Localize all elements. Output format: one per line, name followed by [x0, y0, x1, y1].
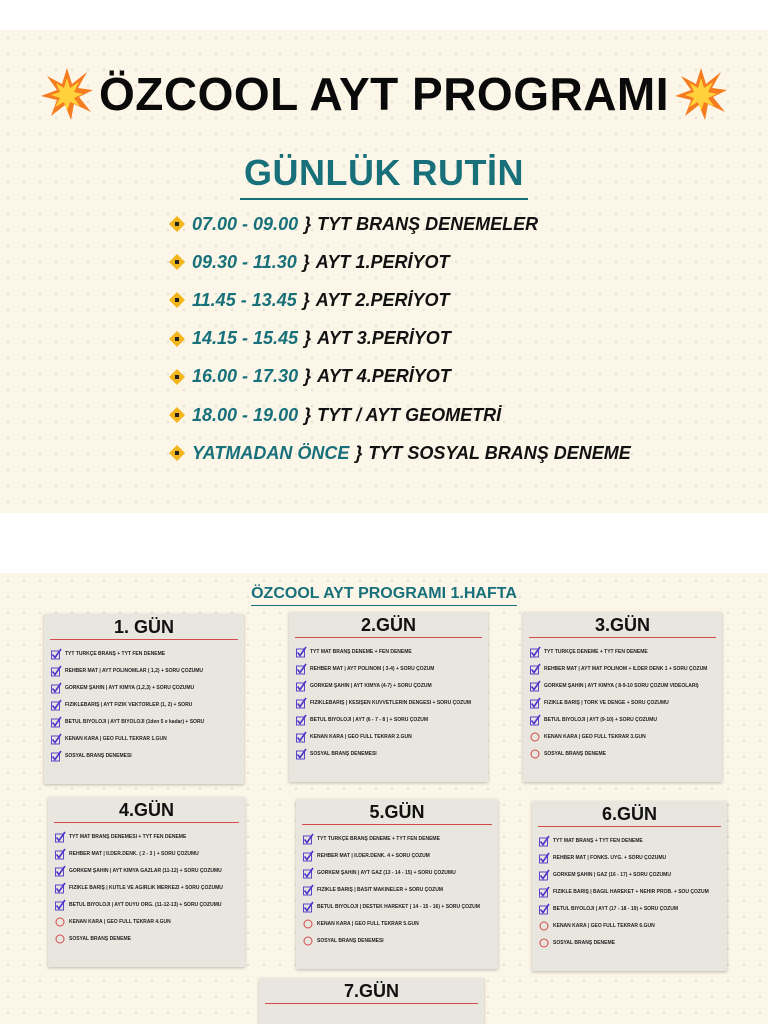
checkbox-checked-icon: [302, 901, 314, 913]
routine-time: YATMADAN ÖNCE: [192, 442, 350, 463]
task-item: [54, 896, 241, 913]
task-text: TYT MAT BRANŞ DENEMESİ + TYT FEN DENEME: [69, 833, 187, 840]
task-text: KENAN KARA | GEO FULL TEKRAR 4.GÜN: [69, 918, 171, 925]
day-card-7: [259, 978, 484, 1024]
task-item: [538, 849, 723, 866]
task-item: [54, 913, 241, 930]
routine-brace: }: [304, 404, 312, 425]
task-item: [295, 677, 484, 694]
checkbox-checked-icon: [295, 748, 307, 760]
routine-item: [168, 243, 631, 281]
task-item: [529, 677, 718, 694]
task-item: [54, 845, 241, 862]
task-text: REHBER MAT | AYT POLİNOM ( 3-4) + SORU ÇÖZÜM: [310, 665, 435, 672]
diamond-bullet-icon: [168, 406, 186, 424]
task-item: [538, 934, 723, 951]
task-list: [532, 827, 727, 955]
checkbox-checked-icon: [50, 682, 62, 694]
task-text: SOSYAL BRANŞ DENEMESİ: [65, 752, 132, 759]
task-item: [529, 694, 718, 711]
task-item: [50, 679, 240, 696]
task-item: [302, 830, 494, 847]
routine-brace: }: [302, 251, 310, 272]
day-title: 2.GÜN: [295, 612, 482, 638]
task-text: SOSYAL BRANŞ DENEMESİ: [317, 937, 384, 944]
task-item: [529, 711, 718, 728]
task-list: [289, 638, 488, 766]
task-text: SOSYAL BRANŞ DENEME: [553, 939, 615, 946]
routine-item: [168, 358, 631, 396]
routine-activity: AYT 4.PERİYOT: [317, 366, 451, 387]
task-text: REHBER MAT | FONKS. UYG. + SORU ÇÖZÜMÜ: [553, 854, 667, 861]
task-item: [529, 745, 718, 762]
routine-time: 09.30 - 11.30: [192, 251, 297, 272]
explosion-icon: [39, 66, 95, 122]
task-text: FİZİKLE BARIŞ | KÜTLE VE AĞIRLIK MERKEZİ + SORU ÇÖZÜMÜ: [69, 884, 223, 891]
routine-time: 07.00 - 09.00: [192, 213, 299, 234]
routine-time: 11.45 - 13.45: [192, 289, 297, 310]
task-text: REHBER MAT | II.DER.DENK. 4 + SORU ÇÖZÜM: [317, 852, 430, 859]
week-title: [0, 585, 768, 606]
task-text: KENAN KARA | GEO FULL TEKRAR 2.GÜN: [310, 733, 412, 740]
day-card-2: [289, 612, 488, 782]
task-item: [302, 932, 494, 949]
weekly-program-panel: [0, 573, 768, 1024]
task-item: [302, 847, 494, 864]
routine-item: [168, 396, 631, 434]
diamond-bullet-icon: [168, 215, 186, 233]
circle-empty-icon: [538, 937, 550, 949]
circle-empty-icon: [529, 748, 541, 760]
task-list: [523, 638, 722, 766]
checkbox-checked-icon: [54, 831, 66, 843]
routine-activity: AYT 2.PERİYOT: [315, 289, 450, 310]
checkbox-checked-icon: [54, 899, 66, 911]
task-text: GÖRKEM ŞAHİN | AYT KİMYA (1,2,3) + SORU ÇÖZÜMÜ: [65, 684, 195, 691]
subtitle: [0, 152, 768, 200]
task-text: SOSYAL BRANŞ DENEMESİ: [310, 750, 377, 757]
task-list: [44, 640, 244, 768]
checkbox-checked-icon: [529, 680, 541, 692]
diamond-bullet-icon: [168, 253, 186, 271]
checkbox-checked-icon: [302, 884, 314, 896]
task-text: FİZİKLEBARIŞ | KESİŞEN KUVVETLERİN DENGESİ + SORU ÇÖZÜM: [310, 699, 471, 706]
routine-brace: }: [304, 213, 312, 234]
checkbox-checked-icon: [538, 886, 550, 898]
checkbox-checked-icon: [295, 731, 307, 743]
task-item: [302, 881, 494, 898]
task-item: [538, 866, 723, 883]
task-text: FİZİKLE BARIŞ | TORK VE DENGE + SORU ÇÖZÜMÜ: [544, 699, 669, 706]
checkbox-checked-icon: [529, 663, 541, 675]
checkbox-checked-icon: [50, 648, 62, 660]
task-item: [295, 643, 484, 660]
task-text: REHBER MAT | II.DER.DENK. ( 2 - 3 ) + SORU ÇÖZÜMÜ: [69, 850, 199, 857]
task-item: [538, 832, 723, 849]
task-item: [302, 915, 494, 932]
routine-brace: }: [302, 289, 310, 310]
checkbox-checked-icon: [50, 665, 62, 677]
checkbox-checked-icon: [50, 699, 62, 711]
task-item: [538, 883, 723, 900]
checkbox-checked-icon: [50, 733, 62, 745]
task-text: REHBER MAT | AYT POLİNOMLAR ( 1,2) + SORU ÇÖZÜMÜ: [65, 667, 204, 674]
task-text: FİZİKLEBARIŞ | AYT FİZİK VEKTÖRLER (1, 2) + SORU: [65, 701, 193, 708]
checkbox-checked-icon: [538, 852, 550, 864]
checkbox-checked-icon: [529, 714, 541, 726]
task-text: TYT TÜRKÇE BRANŞ + TYT FEN DENEME: [65, 650, 166, 657]
task-item: [50, 645, 240, 662]
routine-time: 16.00 - 17.30: [192, 366, 299, 387]
checkbox-checked-icon: [54, 865, 66, 877]
task-item: [302, 898, 494, 915]
task-item: [50, 662, 240, 679]
task-list: [48, 823, 245, 951]
circle-empty-icon: [529, 731, 541, 743]
task-text: TYT MAT BRANŞ + TYT FEN DENEME: [553, 837, 643, 844]
routine-activity: AYT 3.PERİYOT: [317, 328, 451, 349]
checkbox-checked-icon: [538, 903, 550, 915]
daily-routine-panel: [0, 30, 768, 513]
day-card-5: [296, 799, 498, 969]
task-text: BETÜL BİYOLOJİ | AYT (17 - 18 - 19) + SORU ÇÖZÜM: [553, 905, 678, 912]
task-item: [529, 660, 718, 677]
routine-item: [168, 320, 631, 358]
day-title: 5.GÜN: [302, 799, 492, 825]
task-item: [54, 862, 241, 879]
task-text: FİZİKLE BARIŞ | BAĞIL HAREKET + NEHİR PROB. + SOU ÇÖZÜM: [553, 888, 709, 895]
day-card-6: [532, 801, 727, 971]
routine-brace: }: [355, 442, 363, 463]
circle-empty-icon: [54, 933, 66, 945]
routine-time: 18.00 - 19.00: [192, 404, 299, 425]
task-text: SOSYAL BRANŞ DENEME: [544, 750, 606, 757]
routine-time: 14.15 - 15.45: [192, 328, 299, 349]
checkbox-checked-icon: [54, 882, 66, 894]
task-text: GÖRKEM ŞAHİN | AYT GAZ (13 - 14 - 15) + SORU ÇÖZÜMÜ: [317, 869, 456, 876]
title-text: ÖZCOOL AYT PROGRAMI: [98, 68, 670, 120]
task-item: [295, 711, 484, 728]
task-text: GÖRKEM ŞAHİN | AYT KİMYA (4-7) + SORU ÇÖZÜM: [310, 682, 432, 689]
day-card-1: [44, 614, 244, 784]
checkbox-checked-icon: [295, 646, 307, 658]
task-item: [295, 660, 484, 677]
page-title: [0, 66, 768, 122]
routine-activity: TYT SOSYAL BRANŞ DENEME: [368, 442, 631, 463]
day-title: 7.GÜN: [265, 978, 478, 1004]
checkbox-checked-icon: [538, 869, 550, 881]
task-text: TYT TÜRKÇE DENEME + TYT FEN DENEME: [544, 648, 648, 655]
task-text: BETÜL BİYOLOJİ | AYT BİYOLOJİ (1den 5 e kadar) + SORU: [65, 718, 205, 725]
routine-brace: }: [304, 328, 312, 349]
task-list: [296, 825, 498, 953]
checkbox-checked-icon: [538, 835, 550, 847]
task-item: [295, 728, 484, 745]
task-item: [302, 864, 494, 881]
task-text: BETÜL BİYOLOJİ | AYT (6 - 7 - 8 ) + SORU ÇÖZÜM: [310, 716, 429, 723]
task-text: BETÜL BİYOLOJİ | AYT DUYU ORG. (11-12-13) + SORU ÇÖZÜMÜ: [69, 901, 222, 908]
subtitle-text: GÜNLÜK RUTİN: [240, 152, 528, 200]
task-text: GÖRKEM ŞAHİN | AYT KİMYA ( 8-9-10 SORU ÇÖZÜM VİDEOLARI): [544, 682, 699, 689]
routine-activity: TYT BRANŞ DENEMELER: [317, 213, 539, 234]
task-item: [538, 900, 723, 917]
routine-activity: TYT / AYT GEOMETRİ: [317, 404, 502, 425]
task-text: BETÜL BİYOLOJİ | DESTEK HAREKET ( 14 - 15 - 16) + SORU ÇÖZÜM: [317, 903, 480, 910]
task-item: [538, 917, 723, 934]
checkbox-checked-icon: [295, 663, 307, 675]
checkbox-checked-icon: [302, 850, 314, 862]
checkbox-checked-icon: [529, 646, 541, 658]
task-item: [529, 728, 718, 745]
routine-activity: AYT 1.PERİYOT: [315, 251, 450, 272]
day-card-3: [523, 612, 722, 782]
diamond-bullet-icon: [168, 444, 186, 462]
day-title: 1. GÜN: [50, 614, 238, 640]
routine-list: [168, 205, 631, 472]
routine-brace: }: [304, 366, 312, 387]
routine-item: [168, 205, 631, 243]
task-text: BETÜL BİYOLOJİ | AYT (9-10) + SORU ÇÖZÜMÜ: [544, 716, 658, 723]
diamond-bullet-icon: [168, 330, 186, 348]
task-text: FİZİKLE BARIŞ | BASİT MAKİNELER + SORU ÇÖZÜM: [317, 886, 443, 893]
task-item: [50, 730, 240, 747]
task-text: GÖRKEM ŞAHİN | AYT KİMYA GAZLAR (11-12) + SORU ÇÖZÜMÜ: [69, 867, 222, 874]
task-text: KENAN KARA | GEO FULL TEKRAR 1.GÜN: [65, 735, 167, 742]
day-card-4: [48, 797, 245, 967]
task-text: TYT TÜRKÇE BRANŞ DENEME + TYT FEN DENEME: [317, 835, 440, 842]
week-title-text: ÖZCOOL AYT PROGRAMI 1.HAFTA: [251, 585, 517, 606]
task-item: [529, 643, 718, 660]
checkbox-checked-icon: [54, 848, 66, 860]
task-text: KENAN KARA | GEO FULL TEKRAR 5.GÜN: [317, 920, 419, 927]
diamond-bullet-icon: [168, 291, 186, 309]
diamond-bullet-icon: [168, 368, 186, 386]
circle-empty-icon: [54, 916, 66, 928]
task-item: [54, 879, 241, 896]
task-text: KENAN KARA | GEO FULL TEKRAR 6.GÜN: [553, 922, 655, 929]
task-text: GÖRKEM ŞAHİN | GAZ (16 - 17) + SORU ÇÖZÜMÜ: [553, 871, 671, 878]
day-title: 4.GÜN: [54, 797, 239, 823]
explosion-icon: [673, 66, 729, 122]
task-text: REHBER MAT | AYT MAT POLİNOM + İLDER DENK 1 + SORU ÇÖZÜM: [544, 665, 708, 672]
checkbox-checked-icon: [295, 697, 307, 709]
task-item: [50, 747, 240, 764]
task-item: [295, 745, 484, 762]
routine-item: [168, 434, 631, 472]
circle-empty-icon: [302, 935, 314, 947]
circle-empty-icon: [302, 918, 314, 930]
task-item: [50, 713, 240, 730]
checkbox-checked-icon: [302, 867, 314, 879]
checkbox-checked-icon: [50, 716, 62, 728]
task-text: SOSYAL BRANŞ DENEME: [69, 935, 131, 942]
checkbox-checked-icon: [302, 833, 314, 845]
task-item: [50, 696, 240, 713]
day-title: 6.GÜN: [538, 801, 721, 827]
task-item: [54, 828, 241, 845]
task-item: [295, 694, 484, 711]
day-title: 3.GÜN: [529, 612, 716, 638]
routine-item: [168, 281, 631, 319]
task-text: TYT MAT BRANŞ DENEME + FEN DENEME: [310, 648, 412, 655]
task-text: KENAN KARA | GEO FULL TEKRAR 3.GÜN: [544, 733, 646, 740]
checkbox-checked-icon: [50, 750, 62, 762]
checkbox-checked-icon: [529, 697, 541, 709]
circle-empty-icon: [538, 920, 550, 932]
checkbox-checked-icon: [295, 680, 307, 692]
checkbox-checked-icon: [295, 714, 307, 726]
task-item: [54, 930, 241, 947]
